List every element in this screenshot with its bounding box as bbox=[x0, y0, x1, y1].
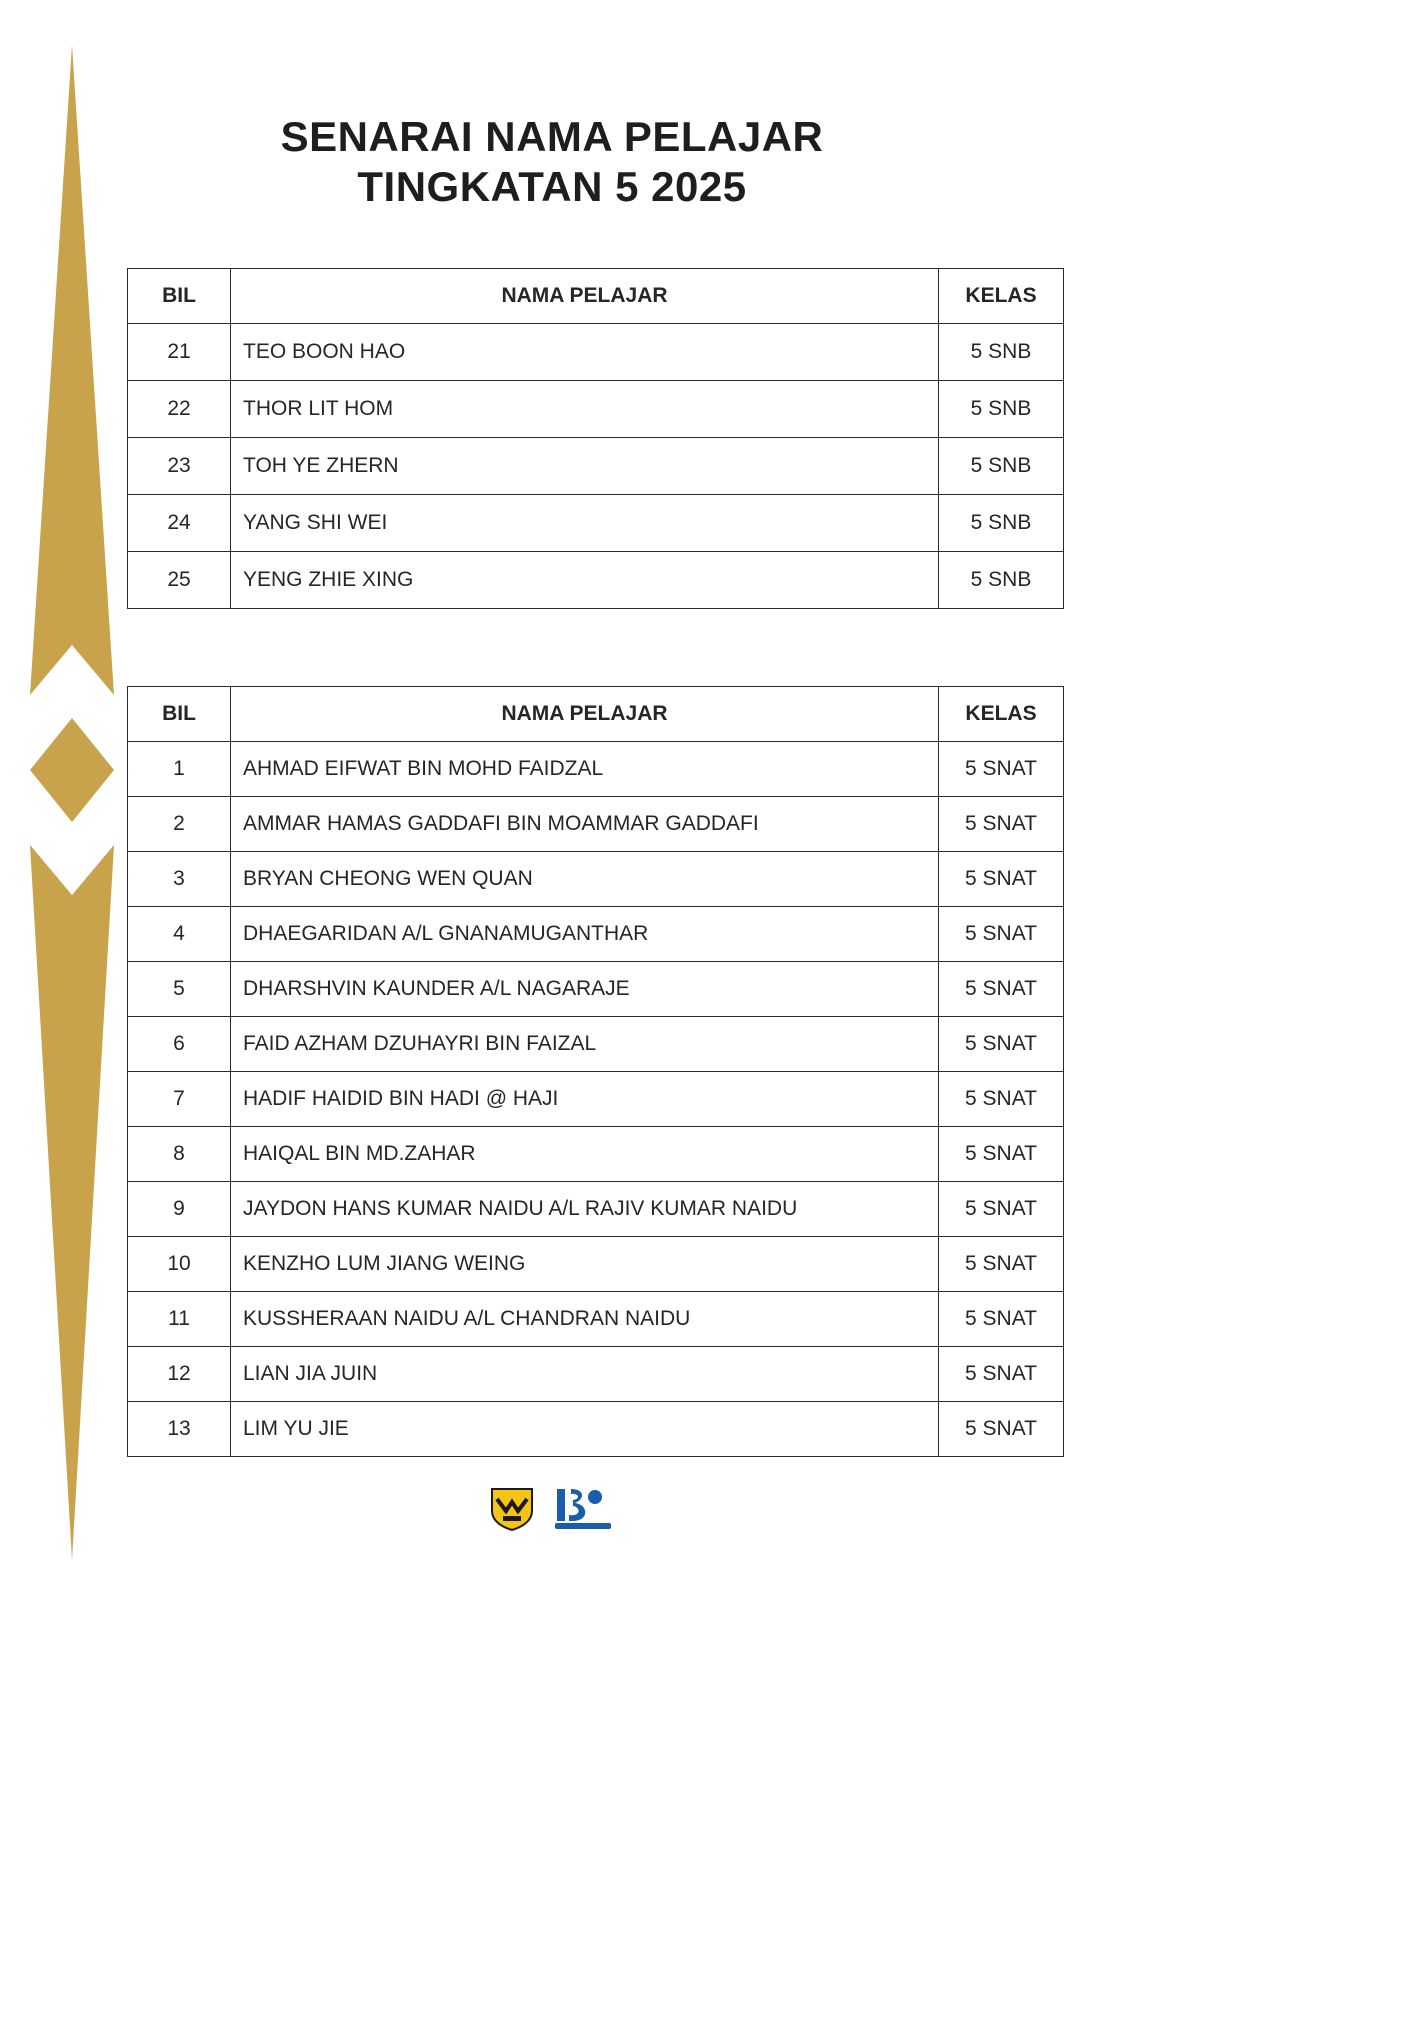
kelas-cell: 5 SNAT bbox=[939, 1017, 1064, 1072]
nama-cell: YANG SHI WEI bbox=[231, 495, 939, 552]
nama-cell: BRYAN CHEONG WEN QUAN bbox=[231, 852, 939, 907]
anniversary-logo bbox=[551, 1485, 615, 1531]
header-nama: NAMA PELAJAR bbox=[231, 269, 939, 324]
table-row bbox=[128, 797, 1064, 852]
bil-cell: 24 bbox=[128, 495, 231, 552]
table-row bbox=[128, 907, 1064, 962]
bil-cell: 6 bbox=[128, 1017, 231, 1072]
header-kelas: KELAS bbox=[939, 269, 1064, 324]
nama-cell: HAIQAL BIN MD.ZAHAR bbox=[231, 1127, 939, 1182]
table-header-row bbox=[128, 269, 1064, 324]
kelas-cell: 5 SNAT bbox=[939, 907, 1064, 962]
table-row bbox=[128, 1127, 1064, 1182]
table-row bbox=[128, 1017, 1064, 1072]
nama-cell: DHARSHVIN KAUNDER A/L NAGARAJE bbox=[231, 962, 939, 1017]
table-row bbox=[128, 495, 1064, 552]
kelas-cell: 5 SNAT bbox=[939, 1292, 1064, 1347]
page-title bbox=[84, 112, 1020, 211]
bil-cell: 1 bbox=[128, 742, 231, 797]
table-row bbox=[128, 1292, 1064, 1347]
school-crest-logo bbox=[489, 1485, 535, 1531]
table-row bbox=[128, 1237, 1064, 1292]
table-row bbox=[128, 1182, 1064, 1237]
kelas-cell: 5 SNAT bbox=[939, 1072, 1064, 1127]
kelas-cell: 5 SNAT bbox=[939, 797, 1064, 852]
bil-cell: 4 bbox=[128, 907, 231, 962]
header-kelas: KELAS bbox=[939, 687, 1064, 742]
nama-cell: AHMAD EIFWAT BIN MOHD FAIDZAL bbox=[231, 742, 939, 797]
kelas-cell: 5 SNAT bbox=[939, 742, 1064, 797]
table-row bbox=[128, 1072, 1064, 1127]
kelas-cell: 5 SNAT bbox=[939, 1127, 1064, 1182]
class-list-table-snb bbox=[127, 268, 1064, 609]
bil-cell: 8 bbox=[128, 1127, 231, 1182]
bil-cell: 3 bbox=[128, 852, 231, 907]
header-nama: NAMA PELAJAR bbox=[231, 687, 939, 742]
kelas-cell: 5 SNB bbox=[939, 495, 1064, 552]
table-row bbox=[128, 852, 1064, 907]
kelas-cell: 5 SNB bbox=[939, 552, 1064, 609]
table-row bbox=[128, 381, 1064, 438]
bil-cell: 21 bbox=[128, 324, 231, 381]
bil-cell: 7 bbox=[128, 1072, 231, 1127]
bil-cell: 23 bbox=[128, 438, 231, 495]
kelas-cell: 5 SNAT bbox=[939, 962, 1064, 1017]
kelas-cell: 5 SNB bbox=[939, 324, 1064, 381]
table-row bbox=[128, 552, 1064, 609]
bil-cell: 2 bbox=[128, 797, 231, 852]
bil-cell: 13 bbox=[128, 1402, 231, 1457]
bil-cell: 22 bbox=[128, 381, 231, 438]
nama-cell: YENG ZHIE XING bbox=[231, 552, 939, 609]
nama-cell: FAID AZHAM DZUHAYRI BIN FAIZAL bbox=[231, 1017, 939, 1072]
nama-cell: AMMAR HAMAS GADDAFI BIN MOAMMAR GADDAFI bbox=[231, 797, 939, 852]
header-bil: BIL bbox=[128, 687, 231, 742]
kelas-cell: 5 SNAT bbox=[939, 1402, 1064, 1457]
gold-kris-ornament bbox=[27, 45, 117, 1560]
table-row bbox=[128, 742, 1064, 797]
nama-cell: KUSSHERAAN NAIDU A/L CHANDRAN NAIDU bbox=[231, 1292, 939, 1347]
table-row bbox=[128, 962, 1064, 1017]
nama-cell: THOR LIT HOM bbox=[231, 381, 939, 438]
table-row bbox=[128, 1347, 1064, 1402]
table-row bbox=[128, 324, 1064, 381]
table-row bbox=[128, 438, 1064, 495]
bil-cell: 11 bbox=[128, 1292, 231, 1347]
nama-cell: DHAEGARIDAN A/L GNANAMUGANTHAR bbox=[231, 907, 939, 962]
nama-cell: LIAN JIA JUIN bbox=[231, 1347, 939, 1402]
table-header-row bbox=[128, 687, 1064, 742]
bil-cell: 25 bbox=[128, 552, 231, 609]
nama-cell: KENZHO LUM JIANG WEING bbox=[231, 1237, 939, 1292]
nama-cell: TOH YE ZHERN bbox=[231, 438, 939, 495]
kelas-cell: 5 SNAT bbox=[939, 1182, 1064, 1237]
kelas-cell: 5 SNAT bbox=[939, 852, 1064, 907]
table-row bbox=[128, 1402, 1064, 1457]
kelas-cell: 5 SNB bbox=[939, 438, 1064, 495]
footer-logos bbox=[84, 1484, 1020, 1532]
nama-cell: TEO BOON HAO bbox=[231, 324, 939, 381]
nama-cell: JAYDON HANS KUMAR NAIDU A/L RAJIV KUMAR NAIDU bbox=[231, 1182, 939, 1237]
bil-cell: 12 bbox=[128, 1347, 231, 1402]
class-list-table-snat bbox=[127, 686, 1064, 1457]
nama-cell: LIM YU JIE bbox=[231, 1402, 939, 1457]
bil-cell: 10 bbox=[128, 1237, 231, 1292]
page-title-line2: TINGKATAN 5 2025 bbox=[357, 162, 747, 210]
kelas-cell: 5 SNB bbox=[939, 381, 1064, 438]
kelas-cell: 5 SNAT bbox=[939, 1347, 1064, 1402]
page-title-line1: SENARAI NAMA PELAJAR bbox=[280, 113, 824, 160]
bil-cell: 9 bbox=[128, 1182, 231, 1237]
bil-cell: 5 bbox=[128, 962, 231, 1017]
header-bil: BIL bbox=[128, 269, 231, 324]
nama-cell: HADIF HAIDID BIN HADI @ HAJI bbox=[231, 1072, 939, 1127]
kelas-cell: 5 SNAT bbox=[939, 1237, 1064, 1292]
